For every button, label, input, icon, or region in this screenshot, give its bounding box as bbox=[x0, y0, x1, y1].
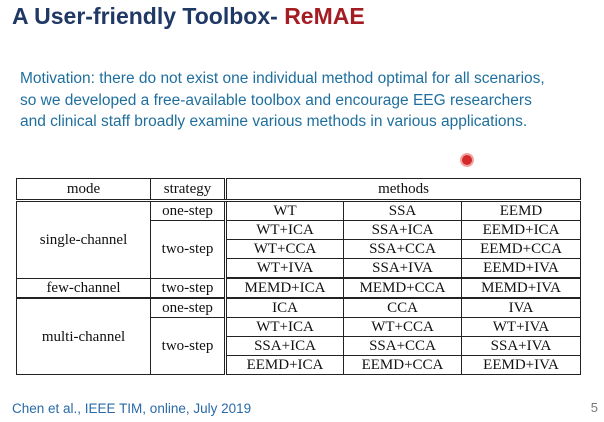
laser-pointer-dot bbox=[462, 155, 472, 165]
mode-cell-single: single-channel bbox=[17, 201, 151, 279]
method-cell: MEMD+ICA bbox=[226, 278, 344, 298]
page-number: 5 bbox=[590, 400, 598, 415]
motivation-text: Motivation: there do not exist one individual method optimal for all scenarios, so we developed a free-available toolbox and encourage EEG researchers and clinical staff broadly examine various methods in various applications. bbox=[20, 70, 545, 130]
method-cell: WT+CCA bbox=[344, 318, 462, 337]
title-main: A User-friendly Toolbox- bbox=[12, 3, 285, 29]
slide-title bbox=[12, 3, 365, 30]
method-cell: MEMD+IVA bbox=[462, 278, 581, 298]
method-cell: ICA bbox=[226, 298, 344, 318]
method-cell: WT+IVA bbox=[226, 259, 344, 279]
method-cell: EEMD+CCA bbox=[344, 356, 462, 375]
strategy-cell: two-step bbox=[151, 278, 226, 298]
method-cell: EEMD+IVA bbox=[462, 259, 581, 279]
method-cell: EEMD+ICA bbox=[462, 221, 581, 240]
method-cell: EEMD+CCA bbox=[462, 240, 581, 259]
methods-table bbox=[16, 178, 581, 375]
method-cell: WT+CCA bbox=[226, 240, 344, 259]
mode-cell-few: few-channel bbox=[17, 278, 151, 298]
header-mode: mode bbox=[17, 179, 151, 201]
header-strategy: strategy bbox=[151, 179, 226, 201]
citation-footer: Chen et al., IEEE TIM, online, July 2019 bbox=[12, 401, 252, 416]
table-row bbox=[17, 201, 581, 221]
title-accent: ReMAE bbox=[284, 3, 365, 29]
method-cell: WT bbox=[226, 201, 344, 221]
method-cell: SSA bbox=[344, 201, 462, 221]
method-cell: SSA+CCA bbox=[344, 240, 462, 259]
method-cell: EEMD+ICA bbox=[226, 356, 344, 375]
method-cell: CCA bbox=[344, 298, 462, 318]
strategy-cell: one-step bbox=[151, 298, 226, 318]
method-cell: SSA+IVA bbox=[344, 259, 462, 279]
method-cell: WT+ICA bbox=[226, 318, 344, 337]
method-cell: MEMD+CCA bbox=[344, 278, 462, 298]
strategy-cell: two-step bbox=[151, 318, 226, 375]
method-cell: WT+ICA bbox=[226, 221, 344, 240]
method-cell: SSA+IVA bbox=[462, 337, 581, 356]
table-header-row bbox=[17, 179, 581, 201]
strategy-cell: one-step bbox=[151, 201, 226, 221]
method-cell: SSA+ICA bbox=[226, 337, 344, 356]
header-methods: methods bbox=[226, 179, 581, 201]
method-cell: SSA+CCA bbox=[344, 337, 462, 356]
table-row bbox=[17, 298, 581, 318]
method-cell: IVA bbox=[462, 298, 581, 318]
method-cell: SSA+ICA bbox=[344, 221, 462, 240]
method-cell: EEMD bbox=[462, 201, 581, 221]
table-row bbox=[17, 278, 581, 298]
mode-cell-multi: multi-channel bbox=[17, 298, 151, 375]
method-cell: EEMD+IVA bbox=[462, 356, 581, 375]
strategy-cell: two-step bbox=[151, 221, 226, 279]
method-cell: WT+IVA bbox=[462, 318, 581, 337]
